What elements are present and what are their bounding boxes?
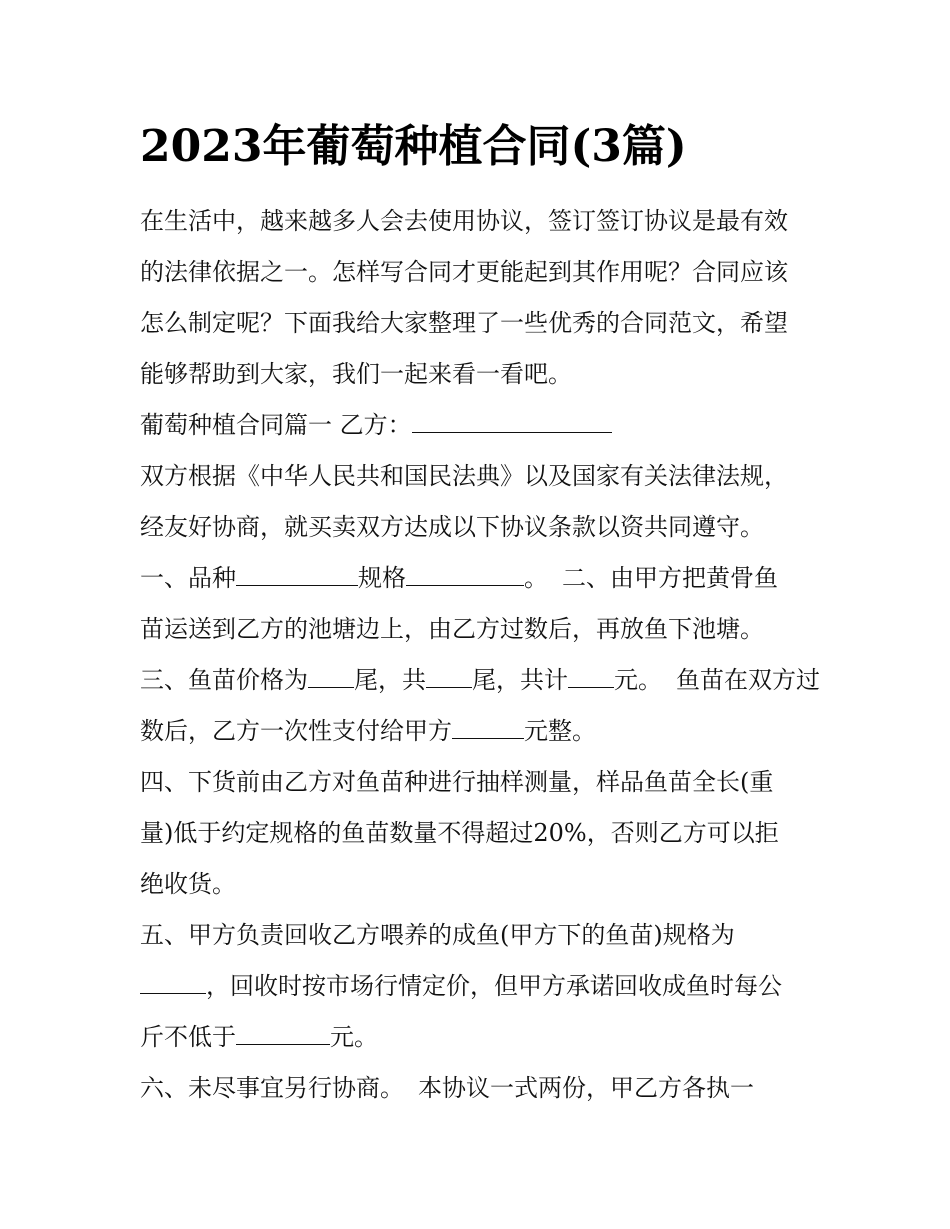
clause-text: 二、由甲方把黄骨鱼 xyxy=(562,564,778,592)
clause-text: 元整。 xyxy=(524,717,596,745)
variety-blank xyxy=(236,567,358,586)
clause-text: 斤不低于 xyxy=(140,1023,236,1051)
size-blank xyxy=(140,975,206,994)
clause-line xyxy=(140,961,820,1012)
document-title: 2023年葡萄种植合同(3篇) xyxy=(140,121,687,172)
clause-line: 五、甲方负责回收乙方喂养的成鱼(甲方下的鱼苗)规格为 xyxy=(140,921,735,949)
party-b-label: 乙方： xyxy=(339,411,412,439)
clause-text: 一、品种 xyxy=(140,564,236,592)
intro-line: 能够帮助到大家，我们一起来看一看吧。 xyxy=(140,360,572,388)
clause-line: 苗运送到乙方的池塘边上，由乙方过数后，再放鱼下池塘。 xyxy=(140,615,764,643)
section-heading: 葡萄种植合同篇一 xyxy=(140,411,332,439)
intro-line: 在生活中，越来越多人会去使用协议，签订签订协议是最有效 xyxy=(140,207,788,235)
clause-text: 元。 xyxy=(614,666,662,694)
section-heading-line xyxy=(140,400,820,451)
clause-line xyxy=(140,1012,820,1063)
payment-blank xyxy=(452,720,524,739)
clause-line xyxy=(140,706,820,757)
clause-line xyxy=(140,1063,820,1114)
clause-line xyxy=(140,553,820,604)
clause-line: 量)低于约定规格的鱼苗数量不得超过20%，否则乙方可以拒 xyxy=(140,819,779,847)
clause-text: 元。 xyxy=(330,1023,378,1051)
clause-text: 数后，乙方一次性支付给甲方 xyxy=(140,717,452,745)
clause-text: ，回收时按市场行情定价，但甲方承诺回收成鱼时每公 xyxy=(206,972,782,1000)
clause-line: 双方根据《中华人民共和国民法典》以及国家有关法律法规， xyxy=(140,462,788,490)
clause-text: 鱼苗在双方过 xyxy=(676,666,820,694)
intro-line: 怎么制定呢？下面我给大家整理了一些优秀的合同范文，希望 xyxy=(140,309,788,337)
count-blank xyxy=(426,669,472,688)
clause-text: 三、鱼苗价格为 xyxy=(140,666,308,694)
clause-line: 绝收货。 xyxy=(140,870,236,898)
clause-line: 经友好协商，就买卖双方达成以下协议条款以资共同遵守。 xyxy=(140,513,764,541)
clause-text: 规格 xyxy=(358,564,406,592)
min-price-blank xyxy=(236,1026,330,1045)
party-b-blank xyxy=(412,414,612,433)
spec-blank xyxy=(406,567,524,586)
clause-line xyxy=(140,655,820,706)
clause-text: 尾，共计 xyxy=(472,666,568,694)
intro-line: 的法律依据之一。怎样写合同才更能起到其作用呢？合同应该 xyxy=(140,258,788,286)
clause-text: 。 xyxy=(524,564,548,592)
clause-text: 本协议一式两份，甲乙方各执一 xyxy=(418,1074,754,1102)
document-body xyxy=(140,196,820,1114)
clause-line: 四、下货前由乙方对鱼苗种进行抽样测量，样品鱼苗全长(重 xyxy=(140,768,774,796)
clause-text: 尾，共 xyxy=(354,666,426,694)
total-blank xyxy=(568,669,614,688)
clause-text: 六、未尽事宜另行协商。 xyxy=(140,1074,404,1102)
price-blank xyxy=(308,669,354,688)
